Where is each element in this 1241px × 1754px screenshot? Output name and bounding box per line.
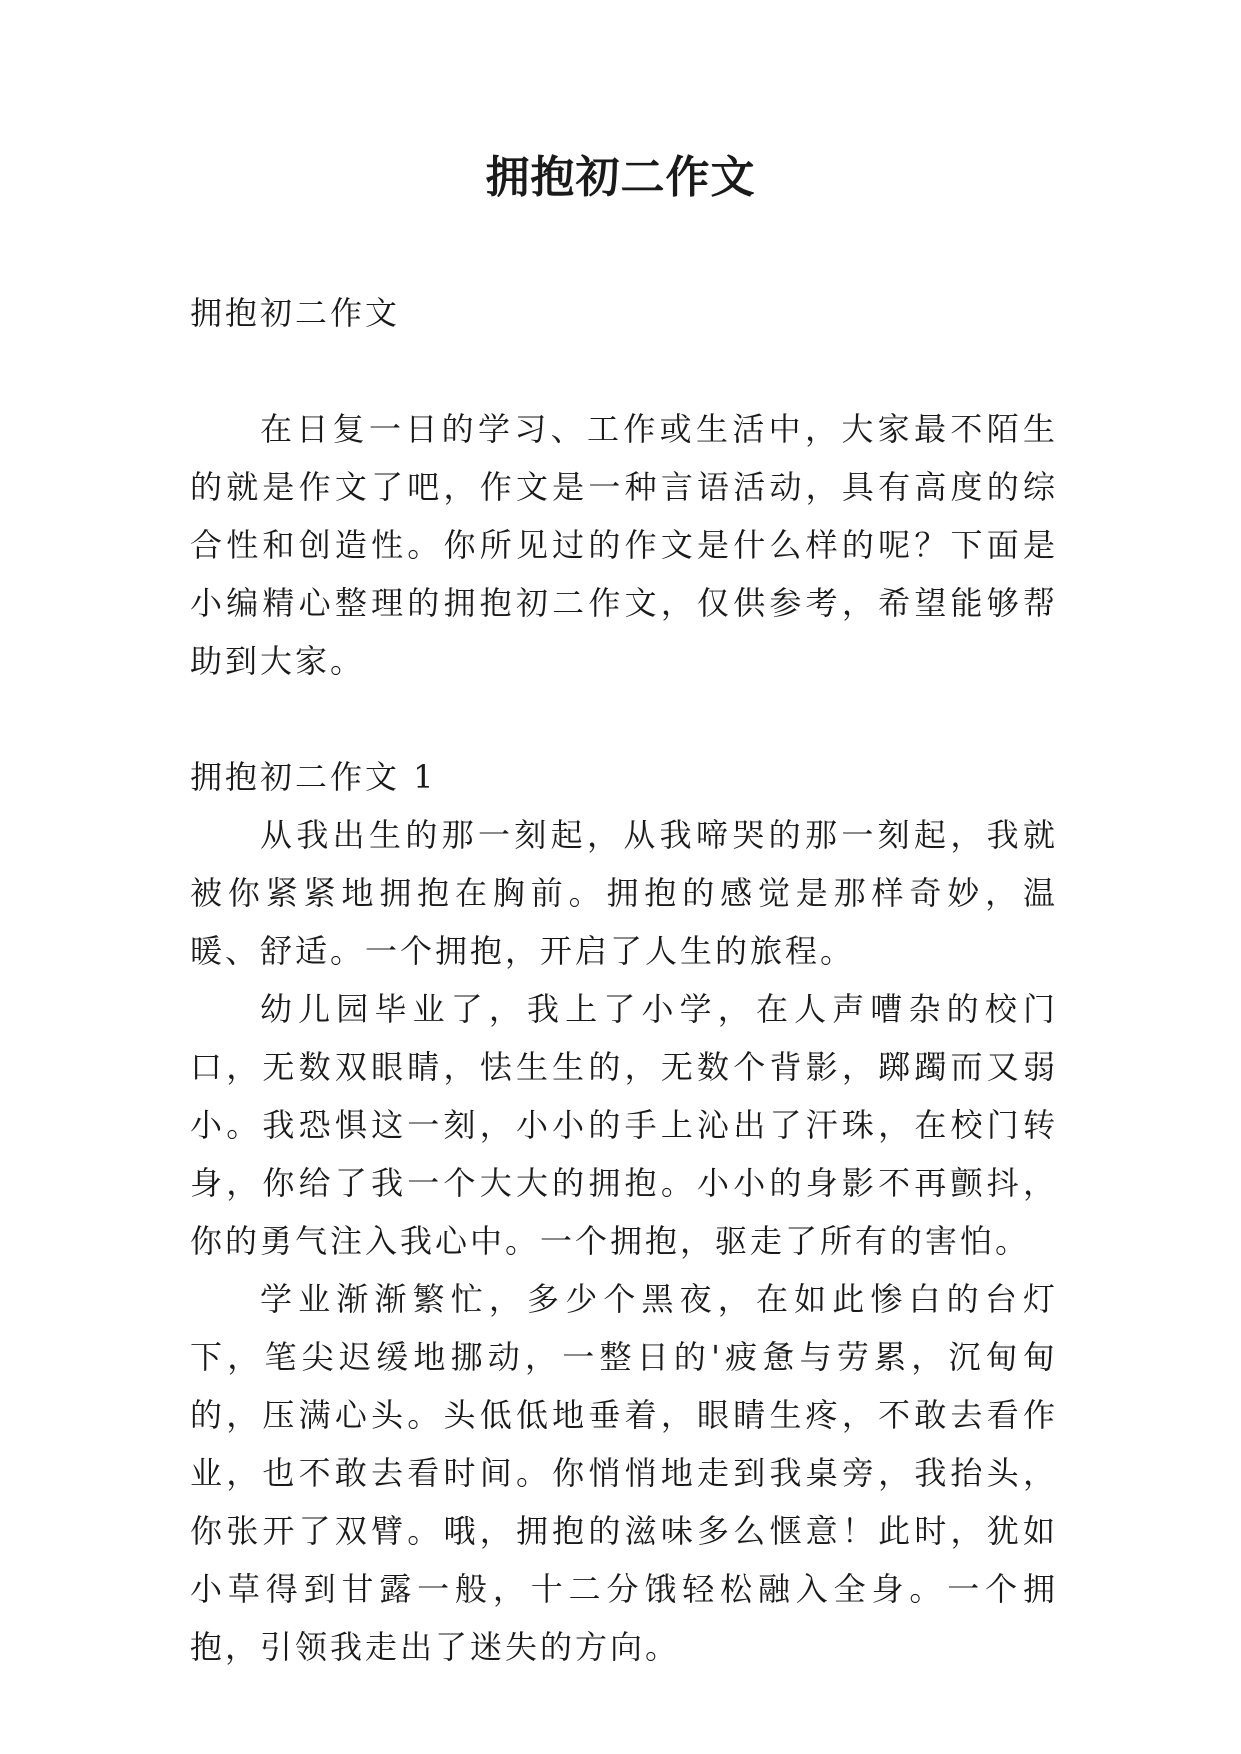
section-heading: 拥抱初二作文 1 — [190, 758, 437, 796]
document-subtitle: 拥抱初二作文 — [190, 294, 401, 332]
intro-paragraph: 在日复一日的学习、工作或生活中，大家最不陌生的就是作文了吧，作文是一种言语活动，具有高度的综合性和创造性。你所见过的作文是什么样的呢？下面是小编精心整理的拥抱初二作文，仅供参考，希望能够帮助到大家。 — [190, 410, 1058, 680]
body-paragraph: 从我出生的那一刻起，从我啼哭的那一刻起，我就被你紧紧地拥抱在胸前。拥抱的感觉是那样奇妙，温暖、舒适。一个拥抱，开启了人生的旅程。 — [190, 816, 1058, 970]
document-title: 拥抱初二作文 — [485, 152, 756, 203]
body-paragraph: 学业渐渐繁忙，多少个黑夜，在如此惨白的台灯下，笔尖迟缓地挪动，一整日的'疲惫与劳累，沉甸甸的，压满心头。头低低地垂着，眼睛生疼，不敢去看作业，也不敢去看时间。你悄悄地走到我桌旁，我抬头，你张开了双臂。哦，拥抱的滋味多么惬意！此时，犹如小草得到甘露一般，十二分饿轻松融入全身。一个拥抱，引领我走出了迷失的方向。 — [190, 1280, 1058, 1666]
body-paragraph: 幼儿园毕业了，我上了小学，在人声嘈杂的校门口，无数双眼睛，怯生生的，无数个背影，踯躅而又弱小。我恐惧这一刻，小小的手上沁出了汗珠，在校门转身，你给了我一个大大的拥抱。小小的身影不再颤抖，你的勇气注入我心中。一个拥抱，驱走了所有的害怕。 — [190, 990, 1058, 1260]
spacer — [190, 342, 1058, 400]
document-body — [190, 284, 1058, 1676]
spacer — [190, 690, 1058, 748]
